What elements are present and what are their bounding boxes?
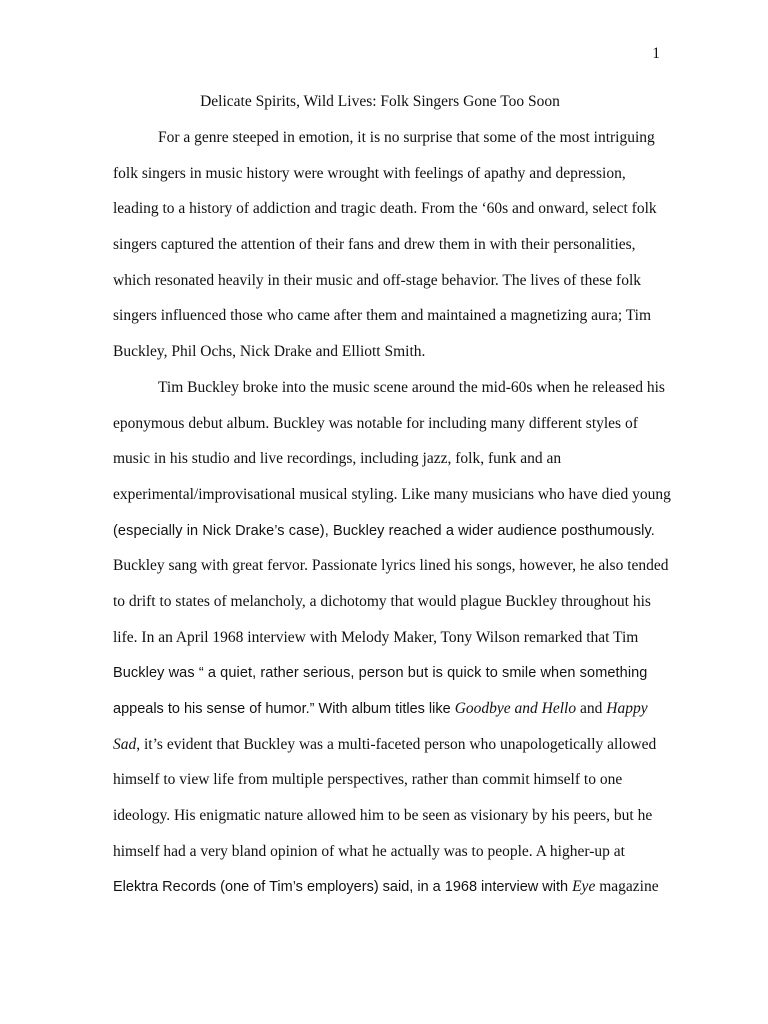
text-span: appeals to his sense of humor.” With album titles like [113, 701, 455, 717]
text-line: Buckley was “ a quiet, rather serious, person but is quick to smile when something [113, 665, 648, 682]
text-line: leading to a history of addiction and tragic death. From the ‘60s and onward, select folk [113, 200, 657, 218]
text-line: which resonated heavily in their music and off-stage behavior. The lives of these folk [113, 271, 641, 289]
text-line: life. In an April 1968 interview with Melody Maker, Tony Wilson remarked that Tim [113, 628, 639, 646]
text-line: eponymous debut album. Buckley was notable for including many different styles of [113, 414, 638, 432]
text-line: Buckley, Phil Ochs, Nick Drake and Elliott Smith. [113, 343, 426, 361]
album-title-happy: Happy [606, 700, 648, 717]
text-line [113, 698, 653, 734]
text-span: Elektra Records (one of Tim’s employers) said, in a 1968 interview with [113, 879, 573, 896]
text-span: , it’s evident that Buckley was a multi-faceted person who unapologetically allowed [136, 735, 657, 753]
text-line: himself had a very bland opinion of what he actually was to people. A higher-up at [113, 842, 625, 860]
text-line: singers influenced those who came after them and maintained a magnetizing aura; Tim [113, 307, 652, 325]
text-line: Tim Buckley broke into the music scene around the mid-60s when he released his [158, 378, 665, 396]
text-span: magazine [595, 878, 659, 896]
text-line: singers captured the attention of their fans and drew them in with their personalities, [113, 236, 636, 254]
text-span: and [576, 700, 607, 717]
text-line [113, 876, 659, 912]
text-line: ideology. His enigmatic nature allowed him to be seen as visionary by his peers, but he [113, 807, 653, 825]
page-number: 1 [652, 45, 660, 62]
text-line: For a genre steeped in emotion, it is no surprise that some of the most intriguing [158, 129, 655, 146]
document-title: Delicate Spirits, Wild Lives: Folk Singers Gone Too Soon [200, 93, 560, 110]
text-line: Buckley sang with great fervor. Passionate lyrics lined his songs, however, he also tended [113, 557, 669, 575]
text-line: music in his studio and live recordings, including jazz, folk, funk and an [113, 450, 562, 468]
text-line: folk singers in music history were wrought with feelings of apathy and depression, [113, 164, 626, 182]
text-line: experimental/improvisational musical styling. Like many musicians who have died young [113, 485, 671, 503]
body-text [113, 127, 671, 912]
album-title-goodbye-and-hello: Goodbye and Hello [454, 700, 577, 717]
magazine-title-eye: Eye [572, 878, 596, 896]
text-line: to drift to states of melancholy, a dichotomy that would plague Buckley throughout his [113, 592, 651, 610]
text-line: himself to view life from multiple perspectives, rather than commit himself to one [113, 771, 623, 789]
text-line [113, 734, 657, 770]
text-line: (especially in Nick Drake’s case), Buckley reached a wider audience posthumously. [113, 522, 655, 539]
album-title-sad: Sad [113, 735, 137, 753]
